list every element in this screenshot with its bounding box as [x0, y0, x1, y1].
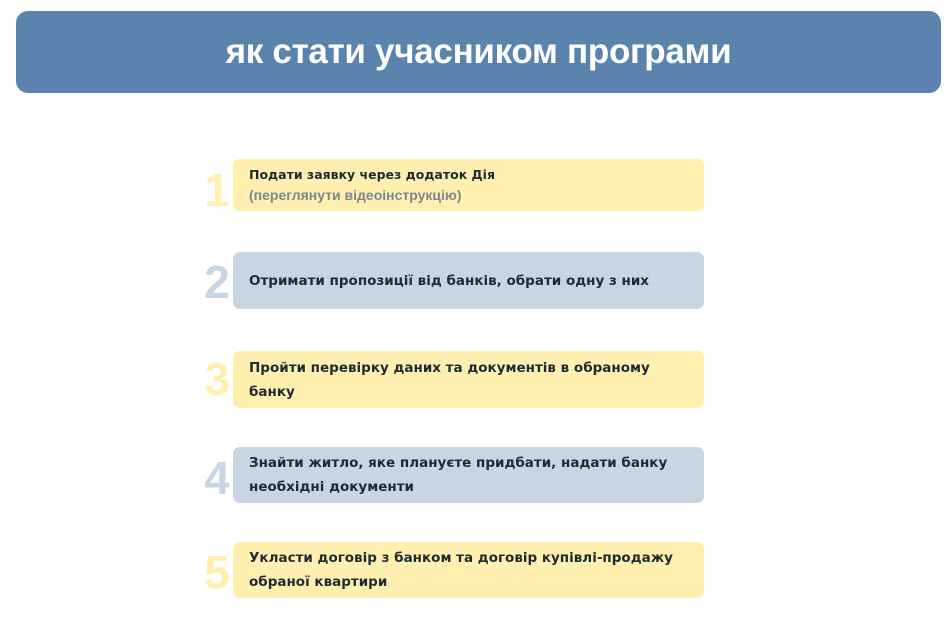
- step-card: [233, 351, 704, 408]
- step-2: [200, 252, 704, 309]
- page-title: як стати учасником програми: [225, 32, 732, 71]
- step-text: Пройти перевірку даних та документів в обраному банку: [249, 359, 650, 400]
- step-number: 2: [204, 256, 230, 308]
- step-5: [200, 542, 704, 598]
- step-number: 5: [204, 546, 230, 598]
- step-number: 1: [204, 164, 230, 216]
- step-text: Отримати пропозиції від банків, обрати одну з них: [249, 272, 649, 289]
- step-number: 3: [204, 353, 230, 405]
- step-card: [233, 159, 704, 211]
- step-card: [233, 542, 704, 598]
- step-card: [233, 447, 704, 503]
- step-text-line-1: Укласти договір з банком та договір купівлі-продажу: [249, 550, 673, 566]
- header-banner: [16, 11, 941, 93]
- step-text-line-1: Знайти житло, яке плануєте придбати, надати банку: [249, 455, 668, 471]
- step-4: [200, 447, 704, 503]
- step-number: 4: [204, 452, 230, 504]
- step-text-line-2: необхідні документи: [249, 479, 415, 495]
- step-1: [200, 159, 704, 216]
- video-instruction-link[interactable]: (переглянути відеоінструкцію): [249, 187, 462, 203]
- step-card: [233, 252, 704, 309]
- step-text: Подати заявку через додаток Дія: [249, 167, 495, 182]
- step-3: [200, 351, 704, 408]
- step-text-line-2: обраної квартири: [249, 574, 388, 590]
